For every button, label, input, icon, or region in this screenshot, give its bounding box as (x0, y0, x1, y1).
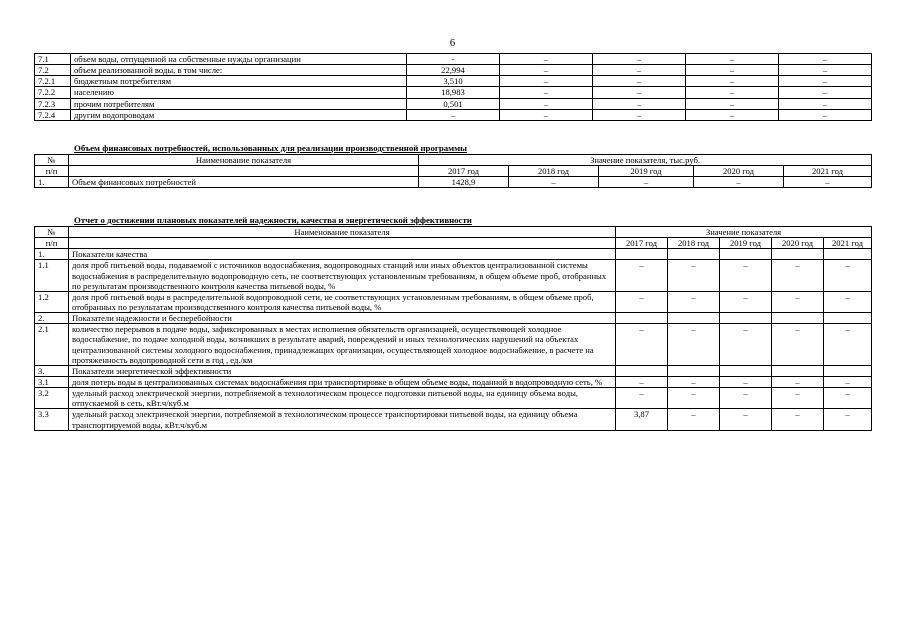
row-name: бюджетным потребителям (71, 76, 407, 87)
table-row (35, 109, 872, 120)
row-value: – (509, 177, 599, 188)
row-value: – (779, 54, 872, 65)
row-name: Объем финансовых потребностей (69, 177, 419, 188)
table-row (35, 65, 872, 76)
row-value: – (593, 65, 686, 76)
row-value: – (720, 376, 772, 387)
row-name: населению (71, 87, 407, 98)
indicators-header-row-2 (35, 238, 872, 249)
row-value: 18,983 (407, 87, 500, 98)
row-value: – (668, 260, 720, 291)
row-value-empty (772, 365, 824, 376)
row-value: – (616, 291, 668, 312)
row-value: – (720, 260, 772, 291)
row-number: 7.2.4 (35, 109, 71, 120)
finance-table (34, 154, 872, 188)
indicators-section-title: Отчет о достижении плановых показателей надежности, качества и энергетической эффективности (74, 215, 472, 225)
row-value: – (772, 376, 824, 387)
row-value: – (668, 324, 720, 366)
row-number: 7.2.2 (35, 87, 71, 98)
row-value: – (772, 324, 824, 366)
water-volume-table (34, 53, 872, 121)
table-row (35, 324, 872, 366)
year-2018: 2018 год (668, 238, 720, 249)
table-row (35, 87, 872, 98)
row-value: – (720, 409, 772, 430)
row-value-empty (772, 249, 824, 260)
row-name: удельный расход электрической энергии, потребляемой в технологическом процессе транспортировки питьевой воды, на единицу объема транспортируемой воды, кВт.ч/куб.м (69, 409, 616, 430)
year-2021: 2021 год (824, 238, 872, 249)
row-value: – (668, 376, 720, 387)
row-value: – (772, 388, 824, 409)
row-value: – (593, 54, 686, 65)
row-value: 3,510 (407, 76, 500, 87)
row-value-empty (720, 249, 772, 260)
table-row (35, 409, 872, 430)
row-value: – (772, 409, 824, 430)
row-value: 0,501 (407, 98, 500, 109)
page-number: 6 (449, 38, 456, 49)
table-row (35, 177, 872, 188)
year-2017: 2017 год (419, 166, 509, 177)
row-name: Показатели качества (69, 249, 616, 260)
table-row (35, 54, 872, 65)
row-value: – (824, 388, 872, 409)
indicators-header-row-1 (35, 227, 872, 238)
row-value: – (720, 324, 772, 366)
row-name: Показатели энергетической эффективности (69, 365, 616, 376)
year-2020: 2020 год (694, 166, 784, 177)
row-value: – (824, 376, 872, 387)
indicators-table (34, 226, 872, 431)
row-value: – (784, 177, 872, 188)
finance-header-row-2 (35, 166, 872, 177)
row-value: – (779, 109, 872, 120)
row-value: – (593, 98, 686, 109)
row-value: – (772, 291, 824, 312)
row-value-empty (824, 313, 872, 324)
row-value-empty (616, 313, 668, 324)
year-2019: 2019 год (720, 238, 772, 249)
row-value-empty (824, 249, 872, 260)
header-name: Наименование показателя (69, 155, 419, 166)
year-2019: 2019 год (599, 166, 694, 177)
row-value: – (824, 409, 872, 430)
row-value: – (779, 65, 872, 76)
header-num-2: п/п (35, 166, 69, 177)
year-2018: 2018 год (509, 166, 599, 177)
row-number: 1.1 (35, 260, 69, 291)
row-value: – (616, 260, 668, 291)
row-value: – (772, 260, 824, 291)
row-value: – (686, 98, 779, 109)
header-num: № (35, 155, 69, 166)
table-row (35, 291, 872, 312)
row-value: - (407, 54, 500, 65)
row-value: – (500, 87, 593, 98)
header-value: Значение показателя (616, 227, 872, 238)
water-volume-table-body (35, 54, 872, 121)
year-2020: 2020 год (772, 238, 824, 249)
row-name: доля проб питьевой воды, подаваемой с источников водоснабжения, водопроводных станций или иных объектов централизованной системы водоснабжения в распределительную водопроводную сеть, не соответствующих установленным требованиям, в общем объеме проб, отобранных по результатам производственного контроля качества питьевой воды, % (69, 260, 616, 291)
header-name-empty (69, 238, 616, 249)
table-row (35, 98, 872, 109)
row-value: – (668, 291, 720, 312)
row-value-empty (616, 365, 668, 376)
row-value: – (686, 76, 779, 87)
row-name: доля потерь воды в централизованных системах водоснабжения при транспортировке в общем объеме воды, поданной в водопроводную сеть, % (69, 376, 616, 387)
row-number: 2. (35, 313, 69, 324)
row-value: – (686, 109, 779, 120)
row-value: – (720, 291, 772, 312)
header-num: № (35, 227, 69, 238)
row-value: – (407, 109, 500, 120)
group-row (35, 249, 872, 260)
row-number: 1. (35, 249, 69, 260)
row-value: – (824, 260, 872, 291)
header-name-empty (69, 166, 419, 177)
table-row (35, 76, 872, 87)
row-value: 1428,9 (419, 177, 509, 188)
row-name: доля проб питьевой воды в распределительной водопроводной сети, не соответствующих установленным требованиям, в общем объеме проб, отобранных по результатам производственного контроля качества питьевой воды, % (69, 291, 616, 312)
row-value: – (779, 76, 872, 87)
finance-header-row-1 (35, 155, 872, 166)
finance-table-body (35, 177, 872, 188)
row-value-empty (668, 365, 720, 376)
row-value: – (668, 388, 720, 409)
row-number: 3.3 (35, 409, 69, 430)
row-number: 3.2 (35, 388, 69, 409)
header-name: Наименование показателя (69, 227, 616, 238)
header-value: Значение показателя, тыс.руб. (419, 155, 872, 166)
row-value: – (824, 324, 872, 366)
row-name: Показатели надежности и бесперебойности (69, 313, 616, 324)
row-name: другим водопроводам (71, 109, 407, 120)
row-value: – (616, 376, 668, 387)
row-name: объем воды, отпущенной на собственные нужды организации (71, 54, 407, 65)
group-row (35, 313, 872, 324)
row-value: – (720, 388, 772, 409)
row-name: объем реализованной воды, в том числе: (71, 65, 407, 76)
row-value-empty (824, 365, 872, 376)
row-value: – (599, 177, 694, 188)
row-value: – (500, 98, 593, 109)
row-value: – (500, 76, 593, 87)
row-name: удельный расход электрической энергии, потребляемой в технологическом процессе подготовки питьевой воды, на единицу объема воды, отпускаемой в сеть, кВт.ч/куб.м (69, 388, 616, 409)
row-value: – (694, 177, 784, 188)
header-num-2: п/п (35, 238, 69, 249)
row-value-empty (668, 313, 720, 324)
group-row (35, 365, 872, 376)
row-number: 7.1 (35, 54, 71, 65)
row-value: – (593, 76, 686, 87)
row-value-empty (720, 365, 772, 376)
year-2021: 2021 год (784, 166, 872, 177)
row-value: – (824, 291, 872, 312)
row-name: прочим потребителям (71, 98, 407, 109)
row-value-empty (668, 249, 720, 260)
row-value: – (500, 109, 593, 120)
row-value: – (500, 65, 593, 76)
row-value-empty (720, 313, 772, 324)
row-value: 3,87 (616, 409, 668, 430)
row-value: – (593, 87, 686, 98)
year-2017: 2017 год (616, 238, 668, 249)
row-number: 3. (35, 365, 69, 376)
row-value-empty (616, 249, 668, 260)
row-number: 1.2 (35, 291, 69, 312)
row-value: 22,994 (407, 65, 500, 76)
table-row (35, 388, 872, 409)
indicators-table-body (35, 249, 872, 430)
row-value: – (616, 388, 668, 409)
row-value: – (779, 87, 872, 98)
row-number: 7.2.1 (35, 76, 71, 87)
row-number: 1. (35, 177, 69, 188)
row-number: 7.2.3 (35, 98, 71, 109)
row-value: – (593, 109, 686, 120)
table-row (35, 260, 872, 291)
row-number: 2.1 (35, 324, 69, 366)
row-value-empty (772, 313, 824, 324)
row-value: – (500, 54, 593, 65)
row-name: количество перерывов в подаче воды, зафиксированных в местах исполнения обязательств организацией, осуществляющей холодное водоснабжение, по подаче холодной воды, возникших в результате аварий, повреждений и иных технологических нарушений на объектах централизованной системы холодного водоснабжения, принадлежащих организации, осуществляющей холодное водоснабжение, в расчете на протяженность водопроводной сети в год , ед./км (69, 324, 616, 366)
row-value: – (686, 54, 779, 65)
row-value: – (686, 87, 779, 98)
row-value: – (668, 409, 720, 430)
row-value: – (616, 324, 668, 366)
row-number: 7.2 (35, 65, 71, 76)
finance-section-title: Объем финансовых потребностей, использованных для реализации производственной программы (74, 143, 467, 153)
row-value: – (686, 65, 779, 76)
row-value: – (779, 98, 872, 109)
table-row (35, 376, 872, 387)
row-number: 3.1 (35, 376, 69, 387)
